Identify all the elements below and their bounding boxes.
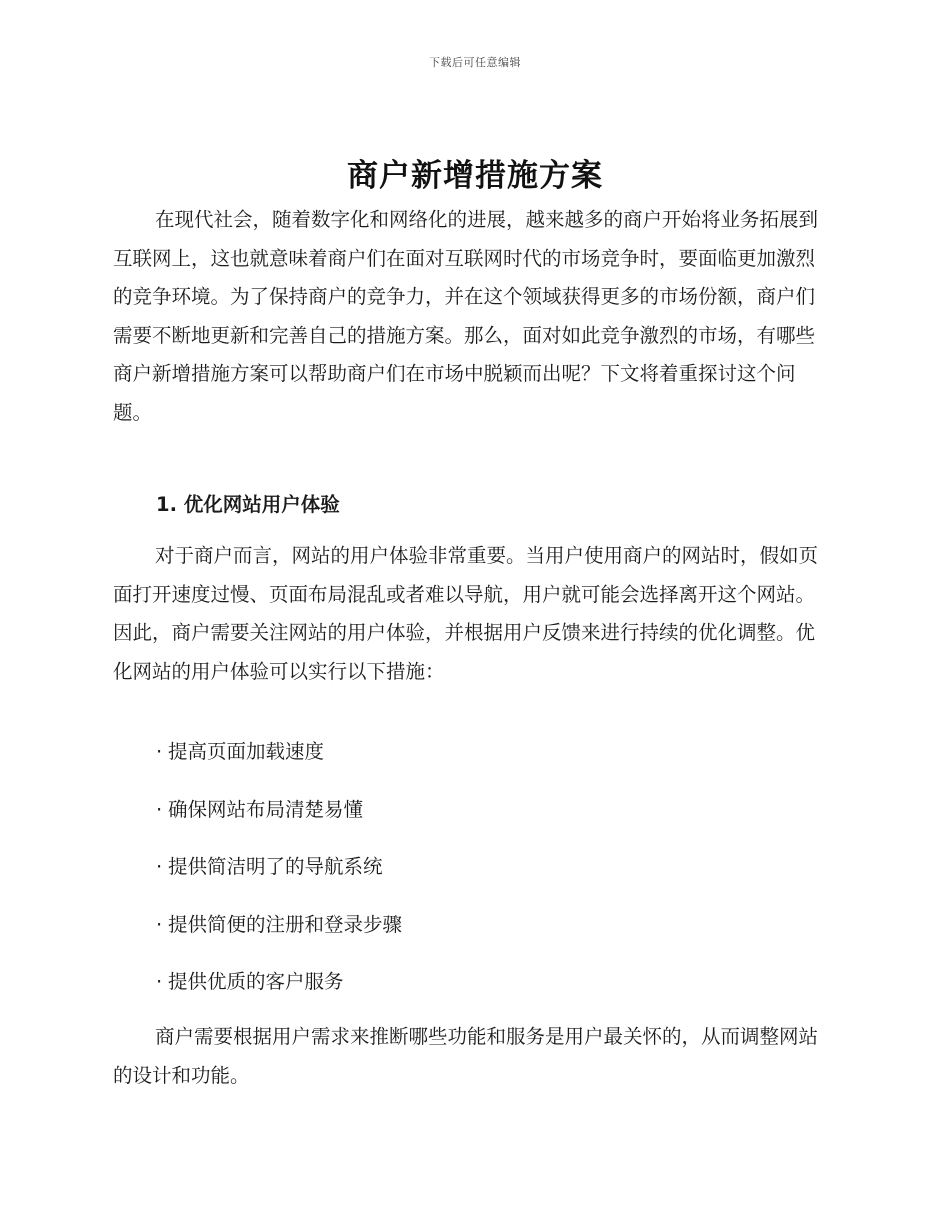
section-1-paragraph: 对于商户而言，网站的用户体验非常重要。当用户使用商户的网站时，假如页面打开速度过慢、页面布局混乱或者难以导航，用户就可能会选择离开这个网站。因此，商户需要关注网站的用户体验，并根据用户反馈来进行持续的优化调整。优化网站的用户体验可以实行以下措施： xyxy=(113,544,819,683)
list-item xyxy=(156,733,402,791)
bullet-list xyxy=(156,733,402,1021)
document-title: 商户新增措施方案 xyxy=(347,158,603,194)
list-item xyxy=(156,791,402,849)
bullet-dot: · xyxy=(156,855,163,878)
section-heading-1: 1. 优化网站用户体验 xyxy=(156,493,340,516)
list-item xyxy=(156,906,402,964)
header-note: 下载后可任意编辑 xyxy=(429,56,521,69)
bullet-dot: · xyxy=(156,740,163,763)
list-item-text: 提供简便的注册和登录步骤 xyxy=(168,912,403,936)
section-1-closing-paragraph: 商户需要根据用户需求来推断哪些功能和服务是用户最关怀的，从而调整网站的设计和功能。 xyxy=(113,1025,819,1087)
list-item xyxy=(156,848,402,906)
bullet-dot: · xyxy=(156,797,163,821)
list-item xyxy=(156,963,402,1021)
list-item-text: 提高页面加载速度 xyxy=(168,740,325,763)
intro-paragraph: 在现代社会，随着数字化和网络化的进展，越来越多的商户开始将业务拓展到互联网上，这也就意味着商户们在面对互联网时代的市场竞争时，要面临更加激烈的竞争环境。为了保持商户的竞争力，并在这个领域获得更多的市场份额，商户们需要不断地更新和完善自己的措施方案。那么，面对如此竞争激烈的市场，有哪些商户新增措施方案可以帮助商户们在市场中脱颖而出呢？下文将着重探讨这个问题。 xyxy=(113,208,819,424)
bullet-dot: · xyxy=(156,912,163,936)
list-item-text: 确保网站布局清楚易懂 xyxy=(168,797,364,821)
list-item-text: 提供优质的客户服务 xyxy=(168,970,344,993)
list-item-text: 提供简洁明了的导航系统 xyxy=(168,855,383,878)
bullet-dot: · xyxy=(156,970,163,993)
